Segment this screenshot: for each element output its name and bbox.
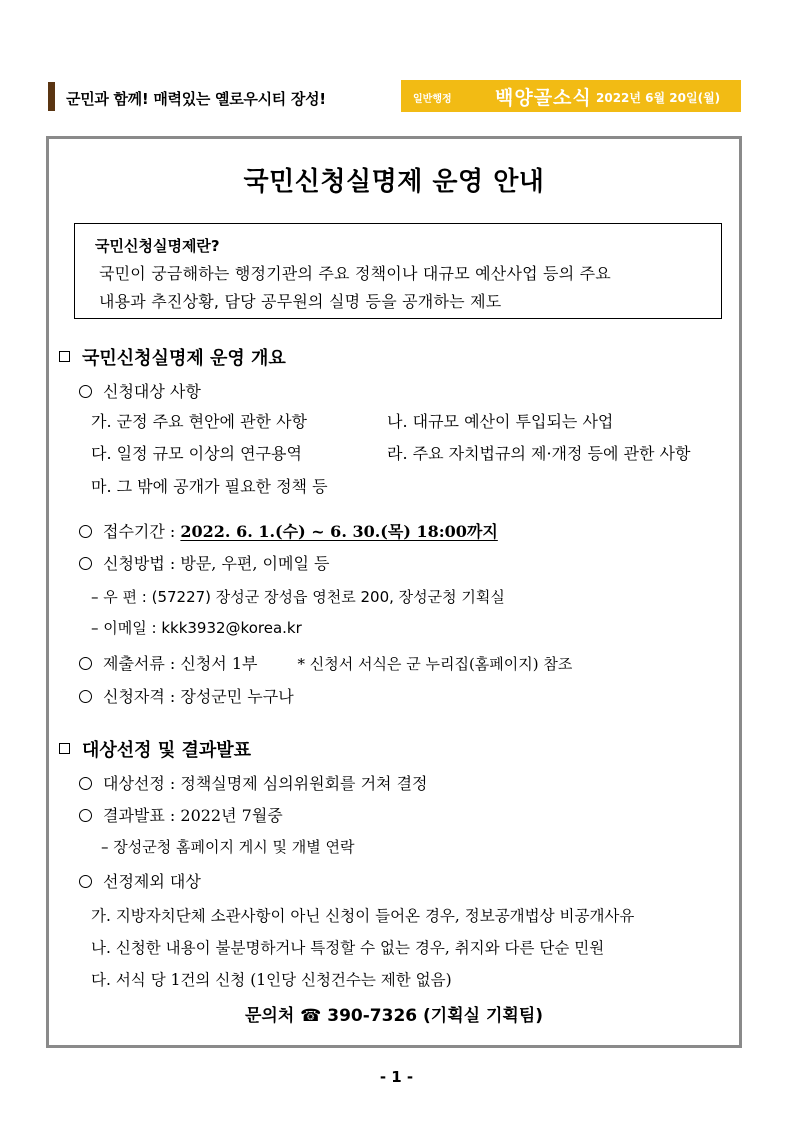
- definition-line-1: 국민이 궁금해하는 행정기관의 주요 정책이나 대규모 예산사업 등의 주요: [99, 264, 611, 283]
- header-info-box: [401, 80, 741, 112]
- section-heading-selection: [59, 736, 251, 762]
- circle-bullet-icon: [79, 809, 92, 822]
- method-text: 신청방법 : 방문, 우편, 이메일 등: [103, 554, 330, 573]
- exclusion-item-da: 다. 서식 당 1건의 신청 (1인당 신청건수는 제한 없음): [91, 971, 452, 989]
- definition-heading: 국민신청실명제란?: [95, 237, 220, 255]
- definition-line-2: 내용과 추진상황, 담당 공무원의 실명 등을 공개하는 제도: [99, 292, 502, 311]
- circle-bullet-icon: [79, 690, 92, 703]
- exclusion-line: [79, 869, 201, 892]
- period-value: 2022. 6. 1.(수) ~ 6. 30.(목) 18:00까지: [180, 522, 498, 541]
- post-address: – 우 편 : (57227) 장성군 장성읍 영천로 200, 장성군청 기획실: [91, 588, 505, 606]
- exclusion-label: 선정제외 대상: [103, 872, 201, 891]
- header-slogan: 군민과 함께! 매력있는 옐로우시티 장성!: [66, 90, 326, 108]
- target-item-ra: 라. 주요 자치법규의 제·개정 등에 관한 사항: [387, 444, 691, 463]
- email-address[interactable]: – 이메일 : kkk3932@korea.kr: [91, 619, 302, 637]
- select-line: [79, 771, 428, 794]
- documents-line: [79, 651, 572, 674]
- target-item-ga: 가. 군정 주요 현안에 관한 사항: [91, 412, 307, 431]
- documents-note: * 신청서 서식은 군 누리집(홈페이지) 참조: [297, 655, 573, 673]
- circle-bullet-icon: [79, 557, 92, 570]
- exclusion-item-ga: 가. 지방자치단체 소관사항이 아닌 신청이 들어온 경우, 정보공개법상 비공개사유: [91, 907, 635, 925]
- method-line: [79, 551, 329, 574]
- page-title: 국민신청실명제 운영 안내: [243, 167, 545, 197]
- circle-bullet-icon: [79, 385, 92, 398]
- circle-bullet-icon: [79, 875, 92, 888]
- period-label: 접수기간 :: [103, 522, 181, 541]
- exclusion-item-na: 나. 신청한 내용이 불분명하거나 특정할 수 없는 경우, 취지와 다른 단순 민원: [91, 939, 605, 957]
- select-text: 대상선정 : 정책실명제 심의위원회를 거쳐 결정: [103, 774, 428, 793]
- result-sub: – 장성군청 홈페이지 게시 및 개별 연락: [101, 838, 355, 856]
- circle-bullet-icon: [79, 777, 92, 790]
- issue-date: 2022년 6월 20일(월): [596, 91, 721, 105]
- newsletter-header: [48, 80, 741, 112]
- result-text: 결과발표 : 2022년 7월중: [103, 806, 283, 825]
- result-line: [79, 803, 283, 826]
- target-label: 신청대상 사항: [103, 382, 201, 401]
- header-accent-bar: [48, 82, 55, 111]
- newsletter-name: 백양골소식: [495, 87, 592, 109]
- target-item-ma: 마. 그 밖에 공개가 필요한 정책 등: [91, 477, 328, 496]
- definition-box: [74, 223, 722, 319]
- square-bullet-icon: [59, 743, 70, 754]
- section-heading-overview: [59, 344, 286, 370]
- circle-bullet-icon: [79, 525, 92, 538]
- target-label-line: [79, 379, 201, 402]
- contact-info: 문의처 ☎ 390-7326 (기획실 기획팀): [244, 1006, 544, 1026]
- eligibility-line: [79, 684, 294, 707]
- eligibility-text: 신청자격 : 장성군민 누구나: [103, 687, 294, 706]
- documents-text: 제출서류 : 신청서 1부: [103, 654, 258, 673]
- target-item-da: 다. 일정 규모 이상의 연구용역: [91, 444, 302, 463]
- page-number: - 1 -: [379, 1068, 414, 1086]
- period-line: [79, 519, 498, 542]
- square-bullet-icon: [59, 351, 70, 362]
- target-item-na: 나. 대규모 예산이 투입되는 사업: [387, 412, 614, 431]
- section-heading-text: 국민신청실명제 운영 개요: [82, 348, 286, 369]
- section-heading-text: 대상선정 및 결과발표: [82, 740, 252, 761]
- header-category: 일반행정: [413, 94, 452, 105]
- circle-bullet-icon: [79, 657, 92, 670]
- content-frame: [46, 136, 742, 1048]
